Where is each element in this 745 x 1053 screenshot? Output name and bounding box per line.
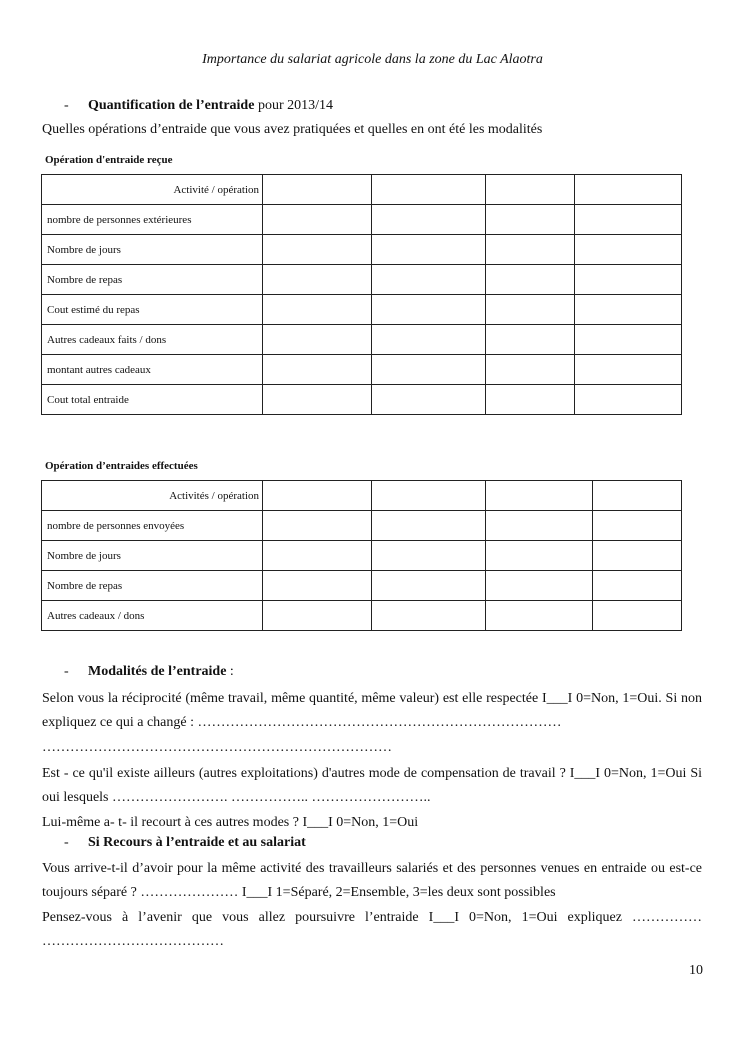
input-cell[interactable] xyxy=(593,571,682,601)
input-cell[interactable] xyxy=(372,481,486,511)
input-cell[interactable] xyxy=(263,541,372,571)
question-text: Quelles opérations d’entraide que vous avez pratiquées et quelles en ont été les modalités xyxy=(42,122,543,137)
table-row xyxy=(42,265,682,295)
input-cell[interactable] xyxy=(372,571,486,601)
input-cell[interactable] xyxy=(372,601,486,631)
section-quantification-heading xyxy=(64,98,333,114)
section-title-rest: : xyxy=(226,664,234,679)
row-label: Nombre de jours xyxy=(42,541,263,571)
input-cell[interactable] xyxy=(486,571,593,601)
table-row xyxy=(42,205,682,235)
table-row xyxy=(42,571,682,601)
input-cell[interactable] xyxy=(372,205,486,235)
input-cell[interactable] xyxy=(372,325,486,355)
input-cell[interactable] xyxy=(486,511,593,541)
input-cell[interactable] xyxy=(372,511,486,541)
input-cell[interactable] xyxy=(372,355,486,385)
row-label: Autres cadeaux / dons xyxy=(42,601,263,631)
input-cell[interactable] xyxy=(372,175,486,205)
row-label: montant autres cadeaux xyxy=(42,355,263,385)
row-label: Autres cadeaux faits / dons xyxy=(42,325,263,355)
input-cell[interactable] xyxy=(263,355,372,385)
section-title-bold: Modalités de l’entraide xyxy=(88,664,227,679)
table-row xyxy=(42,385,682,415)
input-cell[interactable] xyxy=(263,601,372,631)
section-recours-heading xyxy=(64,835,306,851)
input-cell[interactable] xyxy=(263,385,372,415)
header-cell: Activités / opération xyxy=(42,481,263,511)
input-cell[interactable] xyxy=(486,385,575,415)
table-row xyxy=(42,295,682,325)
input-cell[interactable] xyxy=(486,601,593,631)
input-cell[interactable] xyxy=(575,325,682,355)
input-cell[interactable] xyxy=(575,235,682,265)
input-cell[interactable] xyxy=(486,541,593,571)
page-number: 10 xyxy=(689,963,703,978)
input-cell[interactable] xyxy=(372,235,486,265)
table1-caption: Opération d'entraide reçue xyxy=(45,154,173,166)
input-cell[interactable] xyxy=(486,295,575,325)
row-label: Nombre de repas xyxy=(42,265,263,295)
table-row xyxy=(42,355,682,385)
section-title-rest: pour 2013/14 xyxy=(254,98,333,113)
input-cell[interactable] xyxy=(575,265,682,295)
input-cell[interactable] xyxy=(372,265,486,295)
input-cell[interactable] xyxy=(263,481,372,511)
input-cell[interactable] xyxy=(593,541,682,571)
reciprocite-question: Selon vous la réciprocité (même travail, même quantité, même valeur) est elle respectée I___I 0=Non, 1=Oui. Si non expliquez ce qui a changé : …………………………………………………………………… xyxy=(42,691,702,730)
input-cell[interactable] xyxy=(263,235,372,265)
input-cell[interactable] xyxy=(486,325,575,355)
table-header-row xyxy=(42,481,682,511)
input-cell[interactable] xyxy=(575,295,682,325)
input-cell[interactable] xyxy=(486,355,575,385)
section-title-bold: Quantification de l’entraide xyxy=(88,98,255,113)
input-cell[interactable] xyxy=(593,601,682,631)
table2-caption: Opération d’entraides effectuées xyxy=(45,460,198,472)
section-modalites-heading xyxy=(64,664,234,680)
input-cell[interactable] xyxy=(575,175,682,205)
input-cell[interactable] xyxy=(263,205,372,235)
bullet-dash: - xyxy=(64,98,69,113)
row-label: Cout estimé du repas xyxy=(42,295,263,325)
input-cell[interactable] xyxy=(372,385,486,415)
table-row xyxy=(42,541,682,571)
input-cell[interactable] xyxy=(575,385,682,415)
table-row xyxy=(42,511,682,541)
page-header: Importance du salariat agricole dans la zone du Lac Alaotra xyxy=(202,52,543,67)
bullet-dash: - xyxy=(64,835,69,850)
table-header-row xyxy=(42,175,682,205)
reciprocite-answer-line: ………………………………………………………………… xyxy=(42,740,392,755)
input-cell[interactable] xyxy=(263,295,372,325)
input-cell[interactable] xyxy=(486,235,575,265)
input-cell[interactable] xyxy=(263,511,372,541)
input-cell[interactable] xyxy=(486,175,575,205)
header-cell: Activité / opération xyxy=(42,175,263,205)
autres-modes-question: Lui-même a- t- il recourt à ces autres modes ? I___I 0=Non, 1=Oui xyxy=(42,815,419,830)
input-cell[interactable] xyxy=(486,481,593,511)
entraides-effectuees-table xyxy=(41,480,682,631)
salaries-entraide-question: Vous arrive-t-il d’avoir pour la même activité des travailleurs salariés et des personnes venues en entraide ou est-ce toujours séparé ? ………………… I___I 1=Séparé, 2=Ensemble, 3=les deux sont possibles xyxy=(42,861,702,900)
row-label: Nombre de repas xyxy=(42,571,263,601)
input-cell[interactable] xyxy=(372,295,486,325)
row-label: Cout total entraide xyxy=(42,385,263,415)
table-row xyxy=(42,325,682,355)
row-label: nombre de personnes extérieures xyxy=(42,205,263,235)
table-row xyxy=(42,235,682,265)
input-cell[interactable] xyxy=(263,571,372,601)
table-row xyxy=(42,601,682,631)
input-cell[interactable] xyxy=(575,205,682,235)
input-cell[interactable] xyxy=(593,511,682,541)
input-cell[interactable] xyxy=(263,175,372,205)
input-cell[interactable] xyxy=(263,265,372,295)
avenir-entraide-question: Pensez-vous à l’avenir que vous allez poursuivre l’entraide I___I 0=Non, 1=Oui expliquez …………… ………………………………… xyxy=(42,910,702,949)
input-cell[interactable] xyxy=(486,205,575,235)
input-cell[interactable] xyxy=(575,355,682,385)
bullet-dash: - xyxy=(64,664,69,679)
row-label: nombre de personnes envoyées xyxy=(42,511,263,541)
input-cell[interactable] xyxy=(593,481,682,511)
row-label: Nombre de jours xyxy=(42,235,263,265)
input-cell[interactable] xyxy=(372,541,486,571)
section-title-bold: Si Recours à l’entraide et au salariat xyxy=(88,835,306,850)
entraide-recue-table xyxy=(41,174,682,415)
input-cell[interactable] xyxy=(263,325,372,355)
compensation-question: Est - ce qu'il existe ailleurs (autres exploitations) d'autres mode de compensation de travail ? I___I 0=Non, 1=Oui Si oui lesquels ……………………. …………….. …………………….. xyxy=(42,766,702,805)
input-cell[interactable] xyxy=(486,265,575,295)
